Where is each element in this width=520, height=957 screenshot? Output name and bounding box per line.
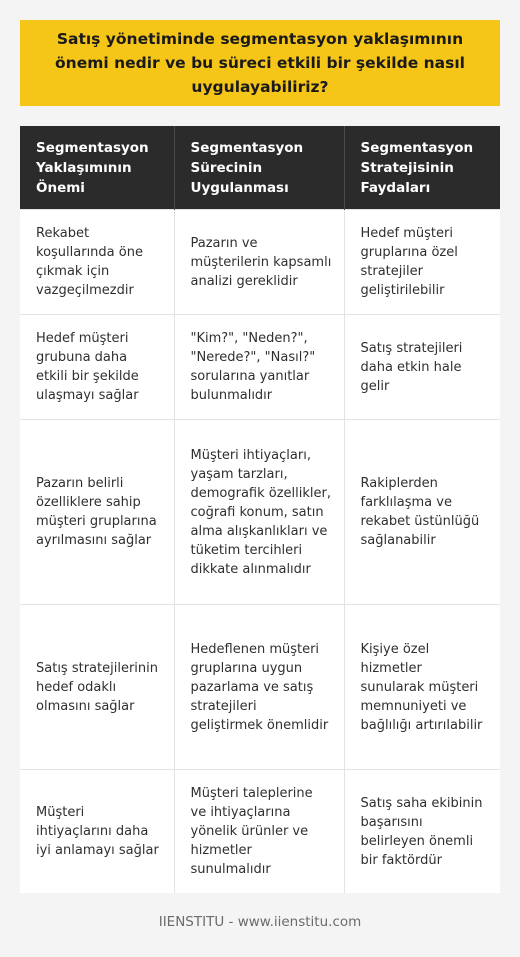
column-header-importance: Segmentasyon Yaklaşımının Önemi: [20, 126, 174, 210]
table-cell: Rekabet koşullarında öne çıkmak için vazgeçilmezdir: [20, 210, 174, 315]
table-cell: Müşteri taleplerine ve ihtiyaçlarına yönelik ürünler ve hizmetler sunulmalıdır: [174, 770, 344, 894]
table-cell: Satış stratejilerinin hedef odaklı olmasını sağlar: [20, 605, 174, 770]
table-cell: "Kim?", "Neden?", "Nerede?", "Nasıl?" sorularına yanıtlar bulunmalıdır: [174, 315, 344, 420]
table-header-row: [20, 126, 500, 210]
table-cell: Hedef müşteri gruplarına özel stratejiler geliştirilebilir: [344, 210, 500, 315]
table-cell: Rakiplerden farklılaşma ve rekabet üstünlüğü sağlanabilir: [344, 420, 500, 605]
column-header-benefits: Segmentasyon Stratejisinin Faydaları: [344, 126, 500, 210]
table-row: [20, 210, 500, 315]
table-cell: Pazarın belirli özelliklere sahip müşteri gruplarına ayrılmasını sağlar: [20, 420, 174, 605]
title-banner: [20, 20, 500, 106]
table-cell: Satış saha ekibinin başarısını belirleyen önemli bir faktördür: [344, 770, 500, 894]
comparison-table: [20, 126, 500, 893]
table-cell: Müşteri ihtiyaçları, yaşam tarzları, demografik özellikler, coğrafi konum, satın alma alışkanlıkları ve tüketim tercihleri dikkate alınmalıdır: [174, 420, 344, 605]
table-cell: Pazarın ve müşterilerin kapsamlı analizi gereklidir: [174, 210, 344, 315]
table-cell: Kişiye özel hizmetler sunularak müşteri memnuniyeti ve bağlılığı artırılabilir: [344, 605, 500, 770]
table-row: [20, 770, 500, 894]
footer-credit: IIENSTITU - www.iienstitu.com: [158, 914, 362, 930]
table-cell: Müşteri ihtiyaçlarını daha iyi anlamayı sağlar: [20, 770, 174, 894]
column-header-implementation: Segmentasyon Sürecinin Uygulanması: [174, 126, 344, 210]
page-title: Satış yönetiminde segmentasyon yaklaşımının önemi nedir ve bu süreci etkili bir şekilde nasıl uygulayabiliriz?: [55, 30, 465, 96]
table-row: [20, 605, 500, 770]
table-row: [20, 420, 500, 605]
table-cell: Hedef müşteri grubuna daha etkili bir şekilde ulaşmayı sağlar: [20, 315, 174, 420]
table-row: [20, 315, 500, 420]
table-cell: Hedeflenen müşteri gruplarına uygun pazarlama ve satış stratejileri geliştirmek önemlidir: [174, 605, 344, 770]
table-cell: Satış stratejileri daha etkin hale gelir: [344, 315, 500, 420]
